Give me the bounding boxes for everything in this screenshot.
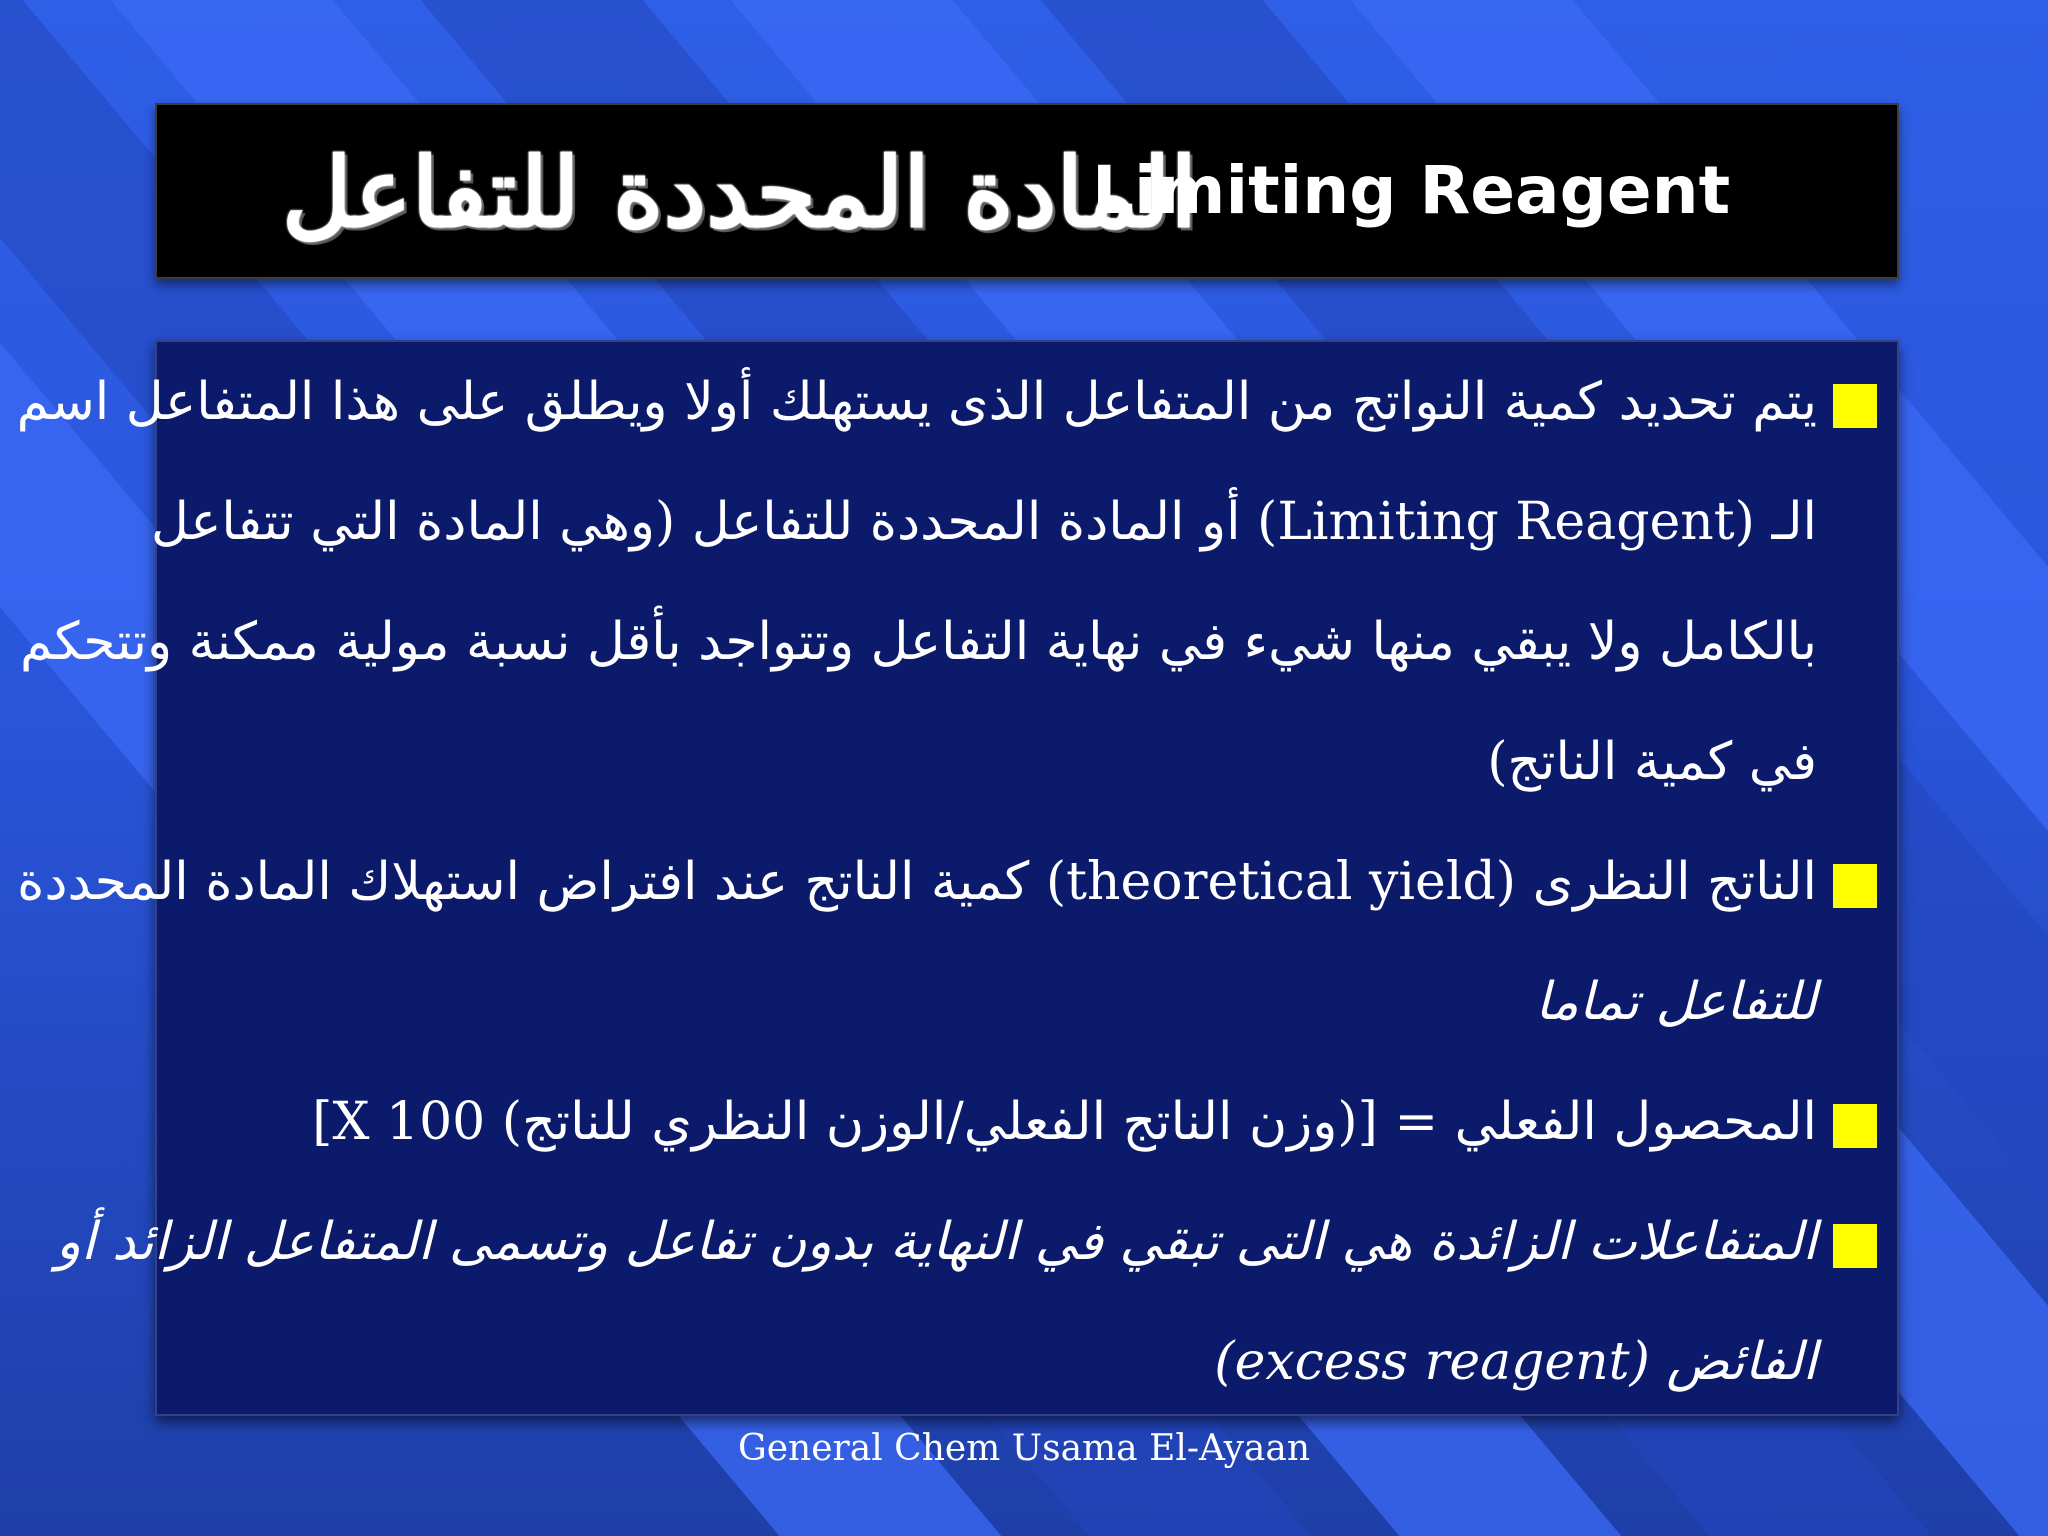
bullet-square-icon xyxy=(1833,384,1877,428)
bullet-item-actual-yield xyxy=(172,1062,1877,1182)
bullet-line: الفائض (excess reagent) xyxy=(1214,1332,1817,1392)
bullet-line: بالكامل ولا يبقي منها شيء في نهاية التفاعل وتتواجد بأقل نسبة مولية ممكنة وتتحكم xyxy=(19,612,1817,672)
bullet-line: المحصول الفعلي = [(وزن الناتج الفعلي/الوزن النظري للناتج) X 100] xyxy=(312,1092,1817,1152)
slide-title-arabic: المادة المحددة للتفاعل xyxy=(281,136,1197,249)
bullet-square-icon xyxy=(1833,1224,1877,1268)
bullet-item-limiting-reagent xyxy=(16,342,1877,822)
bullet-line: المتفاعلات الزائدة هي التى تبقي في النهاية بدون تفاعل وتسمى المتفاعل الزائد أو xyxy=(55,1212,1817,1272)
bullet-list xyxy=(16,342,1897,1414)
bullet-line: للتفاعل تماما xyxy=(1535,972,1817,1032)
content-box xyxy=(16,340,1899,1416)
slide-footer: General Chem Usama El-Ayaan xyxy=(737,1428,1311,1469)
bullet-line: الناتج النظرى (theoretical yield) كمية الناتج عند افتراض استهلاك المادة المحددة xyxy=(17,852,1817,912)
slide-title-bar xyxy=(155,103,1899,279)
bullet-item-excess-reagent xyxy=(55,1182,1877,1422)
bullet-line: في كمية الناتج) xyxy=(1487,732,1817,792)
bullet-item-theoretical-yield xyxy=(17,822,1877,1062)
bullet-square-icon xyxy=(1833,864,1877,908)
bullet-square-icon xyxy=(1833,1104,1877,1148)
bullet-line: الـ (Limiting Reagent) أو المادة المحددة للتفاعل (وهي المادة التي تتفاعل xyxy=(150,492,1817,552)
slide-title-english: Limiting Reagent xyxy=(1092,152,1731,229)
bullet-line: يتم تحديد كمية النواتج من المتفاعل الذى يستهلك أولا ويطلق على هذا المتفاعل اسم xyxy=(16,372,1817,432)
